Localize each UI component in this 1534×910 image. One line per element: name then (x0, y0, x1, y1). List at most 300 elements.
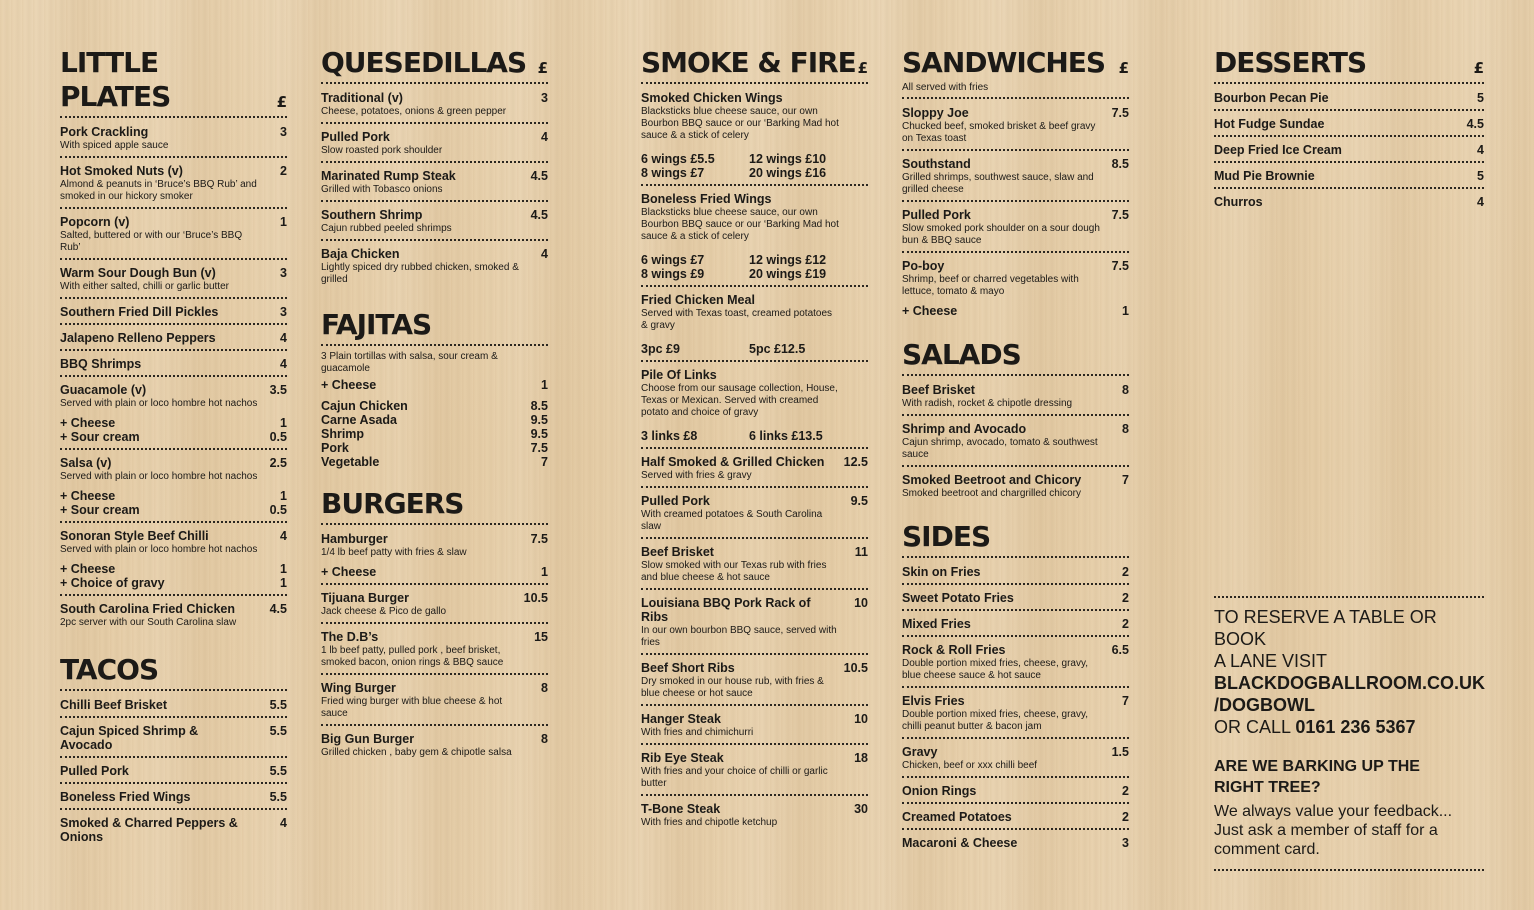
item-row (641, 368, 868, 382)
extra-name: + Cheese (60, 562, 116, 576)
item-row (60, 164, 287, 178)
menu-item (902, 692, 1129, 739)
item-description: 2pc server with our South Carolina slaw (60, 617, 237, 628)
item-description: Shrimp, beef or charred vegetables with lettuce, tomato & mayo (902, 274, 1079, 297)
item-name: Southern Shrimp (321, 208, 423, 222)
item-price: 7.5 (1111, 208, 1129, 222)
item-price: 11 (854, 545, 868, 559)
item-options (641, 152, 868, 180)
item-description: With creamed potatoes & South Carolina slaw (641, 509, 823, 532)
item-name: Rock & Roll Fries (902, 643, 1006, 657)
item-name: Jalapeno Relleno Peppers (60, 331, 216, 345)
call-line: OR CALL 0161 236 5367 (1214, 717, 1416, 737)
item-price: 2 (1122, 617, 1129, 631)
menu-list (1214, 89, 1484, 213)
item-extras (321, 565, 548, 579)
item-description: Grilled shrimps, southwest sauce, slaw and grilled cheese (902, 172, 1094, 195)
section-heading (321, 487, 548, 521)
section-title: FAJITAS (321, 308, 432, 341)
section-heading (902, 338, 1129, 372)
menu-item (321, 427, 548, 441)
item-price: 3 (280, 125, 287, 139)
menu-item (902, 589, 1129, 611)
item-row (60, 724, 287, 752)
item-price: 8 (541, 732, 548, 746)
item-price: 3 (280, 266, 287, 280)
item-name: South Carolina Fried Chicken (60, 602, 236, 616)
item-name: Big Gun Burger (321, 732, 415, 746)
item-price: 5.5 (269, 790, 287, 804)
item-row (321, 130, 548, 144)
item-row (1214, 143, 1484, 157)
item-row (1214, 117, 1484, 131)
item-description: Dry smoked in our house rub, with fries & blue cheese or hot sauce (641, 676, 824, 699)
item-extra (60, 562, 287, 576)
menu-item (641, 800, 868, 833)
item-price: 5.5 (269, 698, 287, 712)
section-heading (60, 653, 287, 687)
menu-item (1214, 115, 1484, 137)
item-description: Double portion mixed fries, cheese, gravy, blue cheese sauce & hot sauce (902, 658, 1089, 681)
item-description: Salted, buttered or with our ‘Bruce’s BBQ Rub’ (60, 230, 243, 253)
column-2 (321, 46, 548, 779)
section-heading (321, 46, 548, 80)
menu-item (60, 696, 287, 718)
item-name: Hanger Steak (641, 712, 721, 726)
item-price: 4 (1477, 195, 1484, 209)
item-row (321, 91, 548, 105)
item-name: Beef Short Ribs (641, 661, 735, 675)
item-price: 4.5 (269, 602, 287, 616)
currency-symbol: £ (276, 93, 287, 111)
item-price: 4 (541, 247, 548, 261)
item-options (641, 429, 868, 443)
column-4 (902, 46, 1129, 870)
item-price: 2 (1122, 565, 1129, 579)
item-price: 1 (280, 215, 287, 229)
menu-item (641, 89, 868, 186)
item-name: Fried Chicken Meal (641, 293, 755, 307)
item-price: 18 (854, 751, 868, 765)
menu-item (902, 381, 1129, 416)
item-name: Mixed Fries (902, 617, 971, 631)
item-name: Half Smoked & Grilled Chicken (641, 455, 825, 469)
item-description: Almond & peanuts in ‘Bruce’s BBQ Rub’ and smoked in our hickory smoker (60, 179, 257, 202)
item-price: 3 (541, 91, 548, 105)
sandwiches-note: All served with fries (902, 82, 989, 93)
item-row (641, 596, 868, 624)
item-name: Popcorn (v) (60, 215, 130, 229)
menu-item (641, 291, 868, 362)
item-name: Elvis Fries (902, 694, 965, 708)
item-description: Slow roasted pork shoulder (321, 145, 443, 156)
menu-item (902, 104, 1129, 151)
menu-item (321, 89, 548, 124)
item-row (60, 125, 287, 139)
menu-item (902, 834, 1129, 854)
section-heading (60, 46, 287, 114)
item-name: Pulled Pork (321, 130, 390, 144)
item-name: Salsa (v) (60, 456, 112, 470)
item-row (60, 383, 287, 397)
item-row (902, 208, 1129, 222)
menu-item (321, 128, 548, 163)
item-price: 7.5 (530, 532, 548, 546)
menu-item (641, 190, 868, 287)
item-extra (60, 416, 287, 430)
extra-price: 1 (1122, 304, 1129, 318)
item-price: 9.5 (530, 413, 548, 427)
menu-item (641, 659, 868, 706)
item-description: In our own bourbon BBQ sauce, served with fries (641, 625, 837, 648)
item-price: 4 (280, 816, 287, 830)
item-description: Choose from our sausage collection, House, Texas or Mexican. Served with creamed potato and choice of gravy (641, 383, 838, 418)
currency-symbol: £ (857, 59, 868, 77)
item-price: 8 (1122, 422, 1129, 436)
item-row (902, 745, 1129, 759)
menu-item (321, 679, 548, 726)
item-price: 4.5 (1466, 117, 1484, 131)
item-option: 5pc £12.5 (749, 342, 806, 356)
menu-item (60, 600, 287, 633)
item-row (902, 383, 1129, 397)
item-price: 7 (541, 455, 548, 469)
item-row (902, 259, 1129, 273)
item-row (321, 247, 548, 261)
item-option: 12 wings £10 (749, 152, 827, 166)
item-row (641, 455, 868, 469)
section-little-plates (60, 46, 287, 633)
item-price: 9.5 (530, 427, 548, 441)
item-price: 3 (1122, 836, 1129, 850)
extra-name: + Cheese (902, 304, 958, 318)
feedback-text: We always value your feedback... Just ask a member of staff for a comment card. (1214, 803, 1453, 858)
item-name: Cajun Spiced Shrimp & Avocado (60, 724, 199, 752)
item-description: Served with plain or loco hombre hot nachos (60, 398, 258, 409)
currency-symbol: £ (537, 59, 548, 77)
item-row (641, 802, 868, 816)
item-row (641, 545, 868, 559)
item-price: 10 (854, 712, 868, 726)
item-description: Served with plain or loco hombre hot nachos (60, 544, 258, 555)
item-row (902, 591, 1129, 605)
menu-list (321, 530, 548, 763)
menu-item (60, 162, 287, 209)
item-description: With either salted, chilli or garlic butter (60, 281, 229, 292)
item-description: Served with fries & gravy (641, 470, 752, 481)
section-title: QUESEDILLAS (321, 46, 527, 79)
item-name: Guacamole (v) (60, 383, 147, 397)
item-name: Boneless Fried Wings (641, 192, 772, 206)
item-name: Southern Fried Dill Pickles (60, 305, 219, 319)
item-option: 20 wings £16 (749, 166, 827, 180)
menu-list (60, 123, 287, 633)
menu-item (60, 527, 287, 596)
extra-name: + Choice of gravy (60, 576, 165, 590)
item-row (641, 712, 868, 726)
menu-item (641, 710, 868, 745)
item-row (60, 698, 287, 712)
item-name: Pulled Pork (60, 764, 129, 778)
item-price: 9.5 (850, 494, 868, 508)
section-heading (321, 308, 548, 342)
item-name: Onion Rings (902, 784, 977, 798)
item-price: 5.5 (269, 724, 287, 738)
item-price: 10.5 (843, 661, 868, 675)
extra-name: + Cheese (60, 416, 116, 430)
item-price: 6.5 (1111, 643, 1129, 657)
item-option: 6 wings £5.5 (641, 152, 715, 166)
item-price: 2 (280, 164, 287, 178)
item-name: Hot Smoked Nuts (v) (60, 164, 183, 178)
item-name: Shrimp and Avocado (902, 422, 1027, 436)
menu-item (321, 730, 548, 763)
item-price: 7.5 (1111, 259, 1129, 273)
item-description: Chicken, beef or xxx chilli beef (902, 760, 1038, 771)
menu-item (641, 594, 868, 655)
item-description: Served with Texas toast, creamed potatoes & gravy (641, 308, 833, 331)
fajitas-note: 3 Plain tortillas with salsa, sour cream & guacamole (321, 351, 498, 374)
item-description: With fries and chipotle ketchup (641, 817, 778, 828)
item-row (641, 293, 868, 307)
item-row (60, 602, 287, 616)
item-name: Chilli Beef Brisket (60, 698, 167, 712)
item-name: Macaroni & Cheese (902, 836, 1018, 850)
item-options (641, 342, 868, 356)
item-name: Beef Brisket (641, 545, 714, 559)
menu-item (321, 245, 548, 290)
reserve-text: TO RESERVE A TABLE OR BOOK (1214, 607, 1437, 649)
item-options (641, 253, 868, 281)
item-price: 2 (1122, 810, 1129, 824)
menu-item (902, 471, 1129, 504)
menu-item (60, 814, 287, 848)
item-row (902, 565, 1129, 579)
menu-item (902, 641, 1129, 688)
item-price: 4 (1477, 143, 1484, 157)
section-title: SMOKE & FIRE (641, 46, 856, 79)
item-description: Cajun rubbed peeled shrimps (321, 223, 452, 234)
item-row (641, 91, 868, 105)
menu-item (60, 264, 287, 299)
reserve-text: A LANE VISIT (1214, 651, 1328, 671)
item-description: Double portion mixed fries, cheese, gravy, chilli peanut butter & bacon jam (902, 709, 1089, 732)
item-name: Deep Fried Ice Cream (1214, 143, 1342, 157)
item-row (641, 494, 868, 508)
item-price: 8 (1122, 383, 1129, 397)
menu-item (902, 563, 1129, 585)
section-title: SALADS (902, 338, 1021, 371)
item-row (60, 266, 287, 280)
section-sides (902, 520, 1129, 854)
menu-item (321, 167, 548, 202)
item-price: 1.5 (1111, 745, 1129, 759)
extra-name: + Cheese (321, 565, 377, 579)
item-row (60, 529, 287, 543)
item-price: 3.5 (269, 383, 287, 397)
item-description: Cajun shrimp, avocado, tomato & southwest sauce (902, 437, 1098, 460)
extra-name: + Sour cream (60, 503, 140, 517)
item-extra (60, 430, 287, 444)
item-price: 4.5 (530, 208, 548, 222)
item-description: Grilled chicken , baby gem & chipotle salsa (321, 747, 512, 758)
item-row (902, 694, 1129, 708)
item-option: 3 links £8 (641, 429, 698, 443)
item-price: 2 (1122, 784, 1129, 798)
section-tacos (60, 653, 287, 848)
item-description: Served with plain or loco hombre hot nachos (60, 471, 258, 482)
item-name: Sonoran Style Beef Chilli (60, 529, 209, 543)
item-extra (60, 576, 287, 590)
item-name: Pulled Pork (641, 494, 710, 508)
section-heading (641, 46, 868, 80)
currency-symbol: £ (1118, 59, 1129, 77)
item-name: Marinated Rump Steak (321, 169, 456, 183)
section-title: LITTLE PLATES (60, 46, 171, 113)
item-name: Sweet Potato Fries (902, 591, 1014, 605)
item-row (641, 192, 868, 206)
section-quesadillas (321, 46, 548, 290)
extra-price: 1 (280, 562, 287, 576)
item-row (60, 790, 287, 804)
item-name: Rib Eye Steak (641, 751, 724, 765)
item-name: T-Bone Steak (641, 802, 721, 816)
menu-item (902, 206, 1129, 253)
item-name: Cajun Chicken (321, 399, 408, 413)
menu-item (321, 413, 548, 427)
item-name: The D.B’s (321, 630, 379, 644)
section-title: BURGERS (321, 487, 464, 520)
menu-item (1214, 193, 1484, 213)
item-price: 4 (280, 357, 287, 371)
item-description: Chucked beef, smoked brisket & beef gravy on Texas toast (902, 121, 1096, 144)
item-extras (60, 489, 287, 517)
item-price: 2.5 (269, 456, 287, 470)
item-price: 8.5 (530, 399, 548, 413)
currency-symbol: £ (1473, 59, 1484, 77)
item-row (321, 630, 548, 644)
item-description: With spiced apple sauce (60, 140, 169, 151)
item-row (902, 157, 1129, 171)
item-row (1214, 91, 1484, 105)
menu-item (321, 399, 548, 413)
extra-price: 1 (280, 416, 287, 430)
menu-item (321, 455, 548, 469)
menu-item (902, 743, 1129, 778)
item-name: Bourbon Pecan Pie (1214, 91, 1329, 105)
section-fajitas (321, 308, 548, 469)
item-row (902, 473, 1129, 487)
item-name: Tijuana Burger (321, 591, 409, 605)
menu-list (321, 89, 548, 290)
item-extra (321, 565, 548, 579)
item-row (321, 169, 548, 183)
menu-item (60, 788, 287, 810)
menu-list (641, 89, 868, 833)
item-name: Warm Sour Dough Bun (v) (60, 266, 216, 280)
menu-item (641, 492, 868, 539)
section-heading (902, 520, 1129, 554)
item-row (902, 617, 1129, 631)
item-description: Jack cheese & Pico de gallo (321, 606, 447, 617)
item-description: Grilled with Tobasco onions (321, 184, 443, 195)
menu-item (321, 589, 548, 624)
item-price: 7 (1122, 694, 1129, 708)
extra-price: 1 (280, 576, 287, 590)
item-description: Fried wing burger with blue cheese & hot sauce (321, 696, 503, 719)
section-salads (902, 338, 1129, 504)
item-name: Smoked Chicken Wings (641, 91, 783, 105)
item-name: Vegetable (321, 455, 380, 469)
item-extras (60, 416, 287, 444)
item-extra (902, 304, 1129, 318)
item-name: Smoked Beetroot and Chicory (902, 473, 1082, 487)
item-price: 30 (854, 802, 868, 816)
item-row (321, 208, 548, 222)
menu-item (902, 782, 1129, 804)
item-name: Creamed Potatoes (902, 810, 1012, 824)
item-name: Pile Of Links (641, 368, 717, 382)
item-description: Smoked beetroot and chargrilled chicory (902, 488, 1081, 499)
section-smoke-fire (641, 46, 868, 833)
section-heading (1214, 46, 1484, 80)
item-price: 2 (1122, 591, 1129, 605)
section-burgers (321, 487, 548, 763)
item-price: 3 (280, 305, 287, 319)
menu-item (60, 762, 287, 784)
item-name: Louisiana BBQ Pork Rack of Ribs (641, 596, 811, 624)
item-description: Slow smoked pork shoulder on a sour dough bun & BBQ sauce (902, 223, 1100, 246)
item-row (60, 305, 287, 319)
menu-list (902, 563, 1129, 854)
menu-item (641, 366, 868, 449)
menu-item (1214, 167, 1484, 189)
item-row (60, 357, 287, 371)
section-desserts (1214, 46, 1484, 213)
item-name: Pork (321, 441, 349, 455)
section-heading (902, 46, 1129, 80)
item-price: 4.5 (530, 169, 548, 183)
fajitas-cheese: + Cheese 1 (321, 378, 548, 392)
item-name: Pulled Pork (902, 208, 971, 222)
website-link[interactable]: BLACKDOGBALLROOM.CO.UK (1214, 673, 1485, 693)
item-option: 8 wings £9 (641, 267, 705, 281)
item-price: 5 (1477, 91, 1484, 105)
item-description: With radish, rocket & chipotle dressing (902, 398, 1073, 409)
item-price: 8 (541, 681, 548, 695)
extra-price: 0.5 (269, 430, 287, 444)
item-row (902, 422, 1129, 436)
item-price: 4 (280, 331, 287, 345)
item-option: 6 links £13.5 (749, 429, 823, 443)
menu-item (902, 808, 1129, 830)
item-option: 8 wings £7 (641, 166, 705, 180)
item-name: Pork Crackling (60, 125, 149, 139)
section-title: SANDWICHES (902, 46, 1106, 79)
phone-number[interactable]: 0161 236 5367 (1295, 717, 1416, 737)
menu-item (902, 155, 1129, 202)
item-row (902, 643, 1129, 657)
menu-item (641, 453, 868, 488)
section-title: SIDES (902, 520, 991, 553)
website-link[interactable]: /DOGBOWL (1214, 695, 1315, 715)
item-name: Shrimp (321, 427, 365, 441)
menu-item (60, 123, 287, 158)
item-name: Boneless Fried Wings (60, 790, 191, 804)
item-price: 7.5 (1111, 106, 1129, 120)
item-price: 4 (541, 130, 548, 144)
menu-item (60, 454, 287, 523)
